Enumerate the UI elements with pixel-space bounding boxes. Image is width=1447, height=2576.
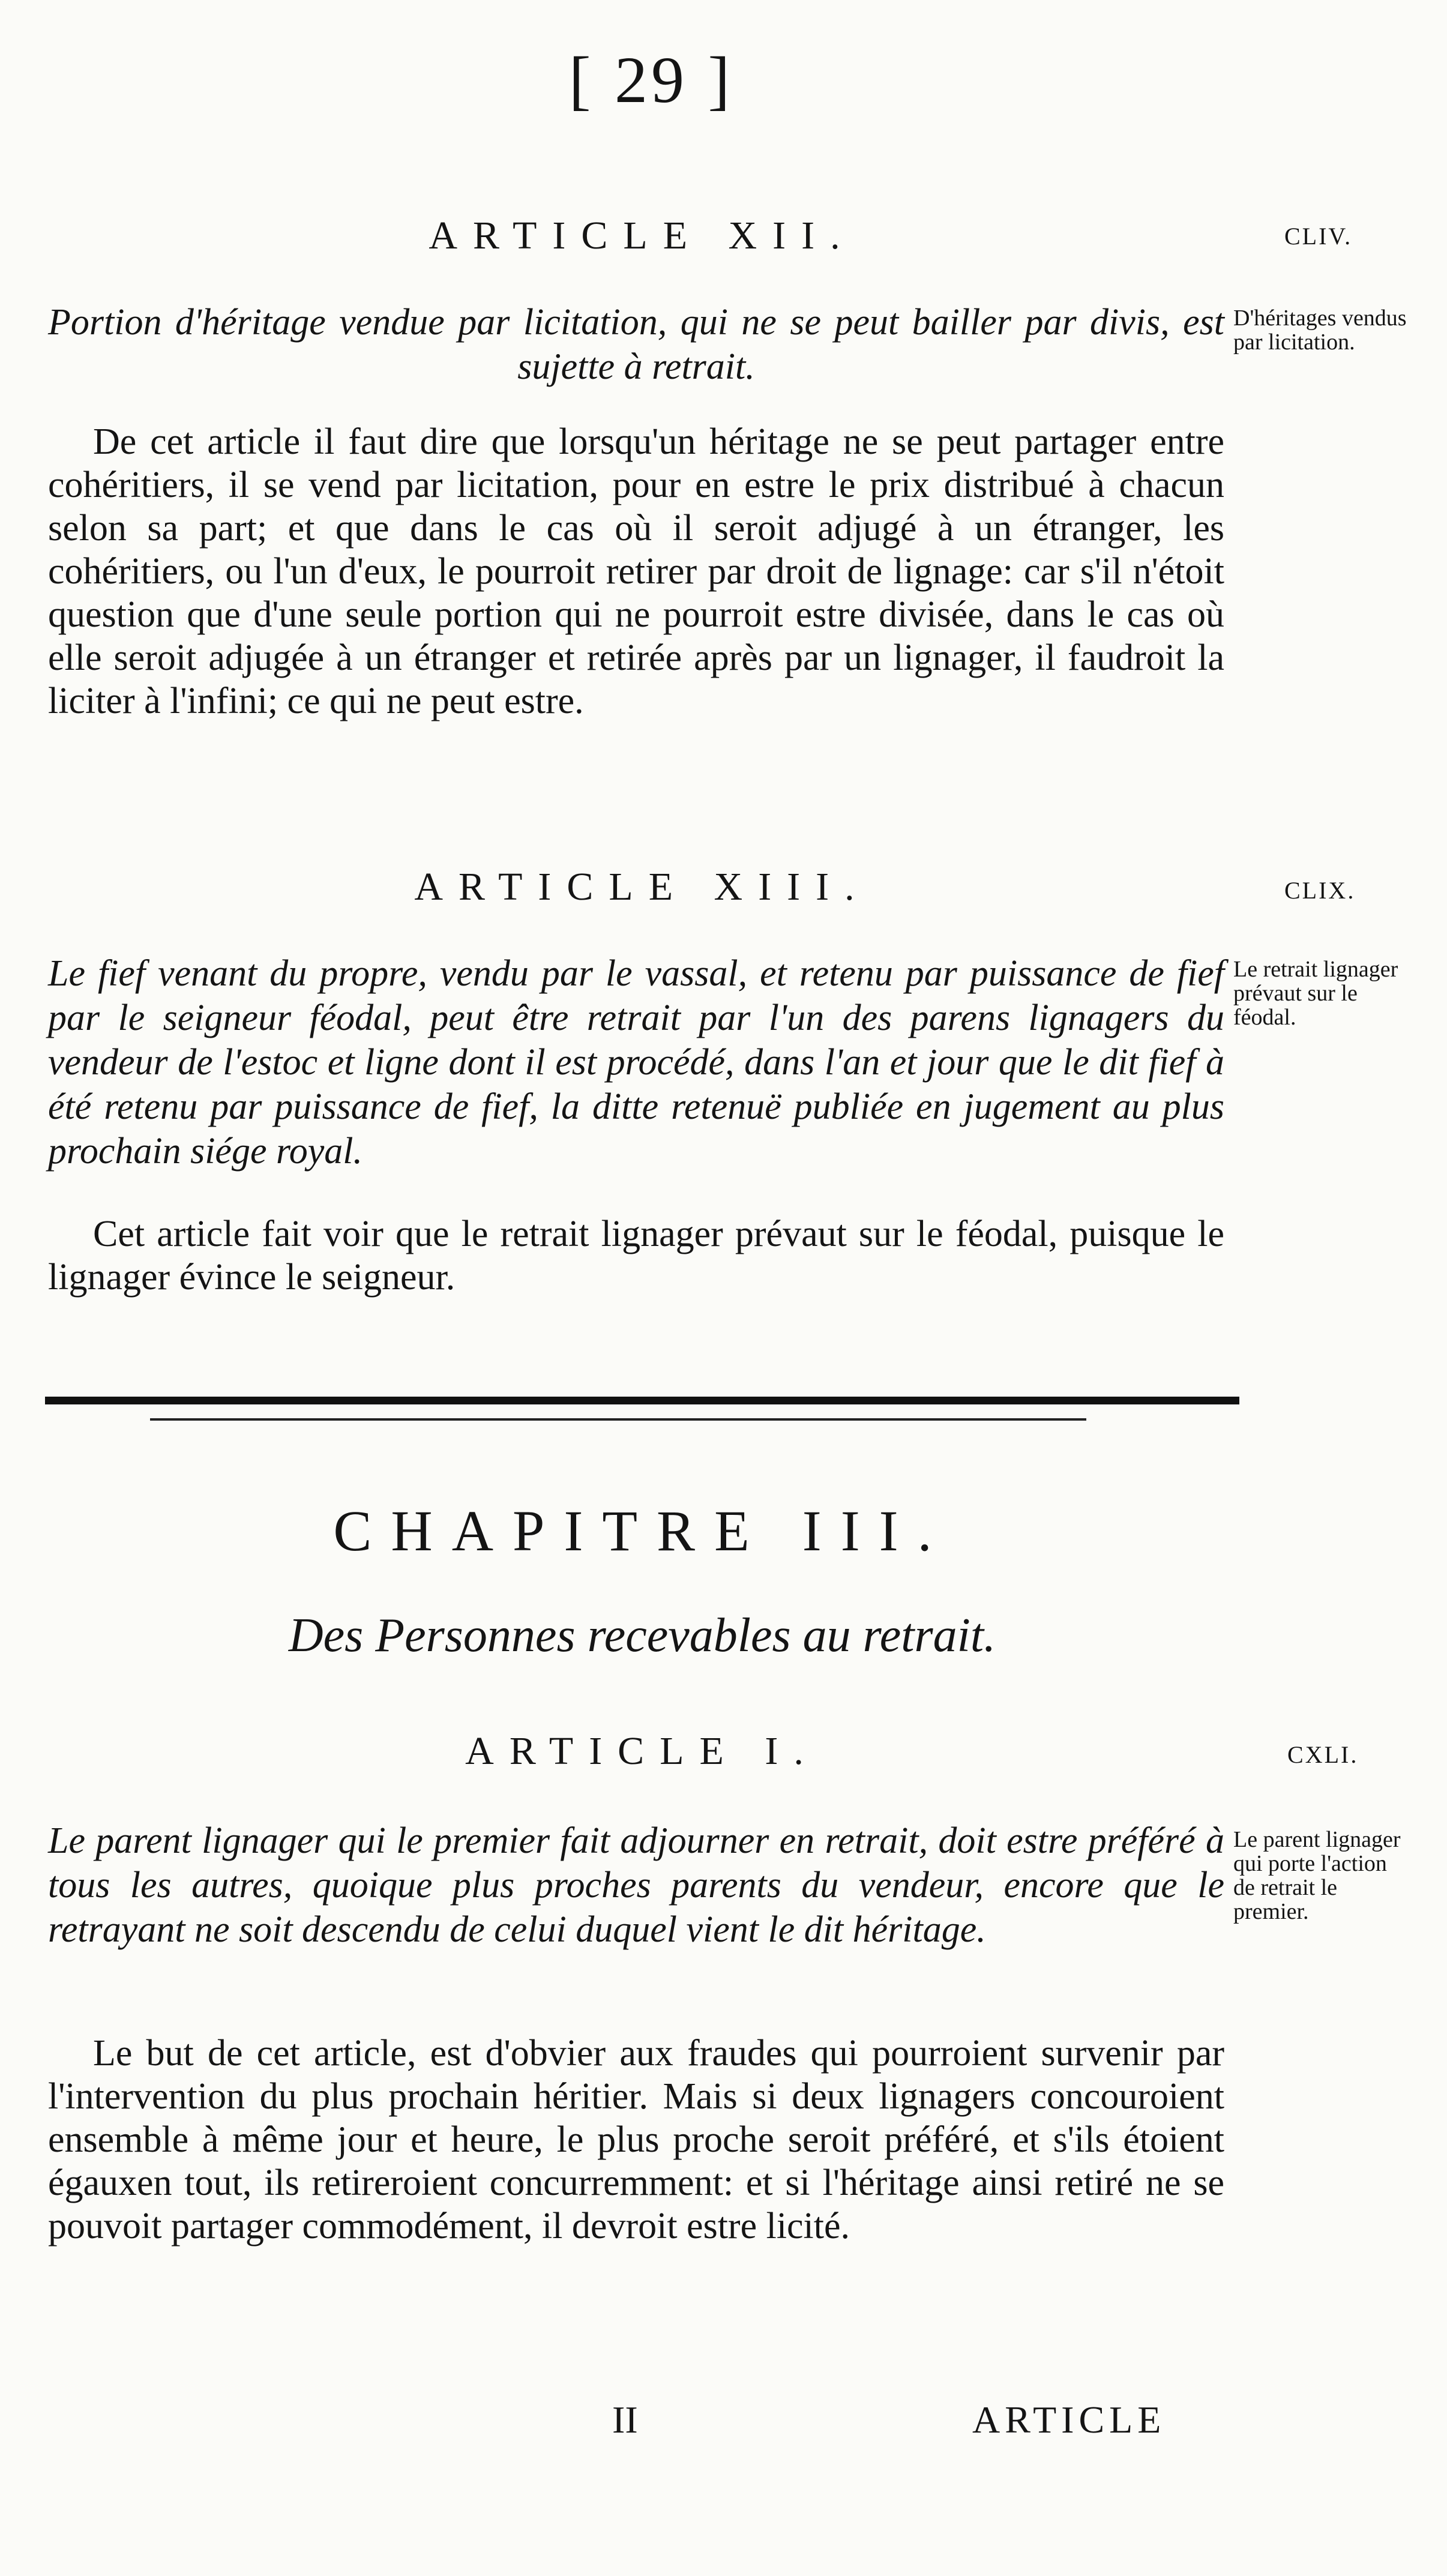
section-divider-thin bbox=[150, 1418, 1086, 1421]
article-xiii-margin-note: Le retrait lignager prévaut sur le féodal. bbox=[1233, 957, 1398, 1030]
article-xiii-summary: Le fief venant du propre, vendu par le vassal, et retenu par puissance de fief par le seigneur féodal, peut être retrait par l'un des parens lignagers du vendeur de l'estoc et ligne dont il est procédé, dans l'an et jour que le dit fief à été retenu par puissance de fief, la ditte retenuë publiée en jugement au plus prochain siége royal. bbox=[48, 953, 1224, 1172]
article-i-title: ARTICLE I. bbox=[465, 1729, 819, 1773]
catchword: ARTICLE bbox=[972, 2398, 1166, 2441]
article-i-summary: Le parent lignager qui le premier fait adjourner en retrait, doit estre préféré à tous les autres, quoique plus proches parents du vendeur, encore que le retrayant ne soit descendu de celui duquel vient le dit héritage. bbox=[48, 1820, 1224, 1950]
article-xii-title: ARTICLE XII. bbox=[429, 214, 856, 257]
section-divider-thick bbox=[45, 1397, 1239, 1404]
signature-mark: II bbox=[612, 2398, 638, 2441]
article-xiii-title: ARTICLE XIII. bbox=[414, 865, 870, 909]
chapter-title: CHAPITRE III. bbox=[333, 1499, 951, 1563]
article-xiii-commentary: Cet article fait voir que le retrait lignager prévaut sur le féodal, puisque le lignager évince le seigneur. bbox=[48, 1214, 1224, 1298]
article-i-commentary: Le but de cet article, est d'obvier aux fraudes qui pourroient survenir par l'intervention du plus prochain héritier. Mais si deux lignagers concouroient ensemble à même jour et heure, le plus proche seroit préféré, et s'ils étoient égauxen tout, ils retireroient concurremment: et si l'héritage ainsi retiré ne se pouvoit partager commodément, il devroit estre licité. bbox=[48, 2033, 1224, 2246]
article-i-margin-note: Le parent lignager qui porte l'action de retrait le premier. bbox=[1233, 1827, 1401, 1924]
article-xii-commentary: De cet article il faut dire que lorsqu'un héritage ne se peut partager entre cohéritiers, il se vend par licitation, pour en estre le prix distribué à chacun selon sa part; et que dans le cas où il seroit adjugé à un étranger, les cohéritiers, ou l'un d'eux, le pourroit retirer par droit de lignage: car s'il n'étoit question que d'une seule portion qui ne pourroit estre divisée, dans le cas où elle seroit adjugée à un étranger et retirée après par un lignager, il faudroit la liciter à l'infini; ce qui ne peut estre. bbox=[48, 421, 1224, 721]
article-xii-summary: Portion d'héritage vendue par licitation, qui ne se peut bailler par divis, est sujette à retrait. bbox=[48, 302, 1224, 387]
page-number: [ 29 ] bbox=[568, 43, 734, 116]
article-xii-margin-note: D'héritages vendus par licitation. bbox=[1233, 305, 1407, 355]
article-xii-reference: CLIV. bbox=[1284, 223, 1353, 250]
chapter-subtitle: Des Personnes recevables au retrait. bbox=[288, 1609, 996, 1662]
article-i-reference: CXLI. bbox=[1287, 1741, 1359, 1768]
article-xiii-reference: CLIX. bbox=[1284, 877, 1356, 904]
